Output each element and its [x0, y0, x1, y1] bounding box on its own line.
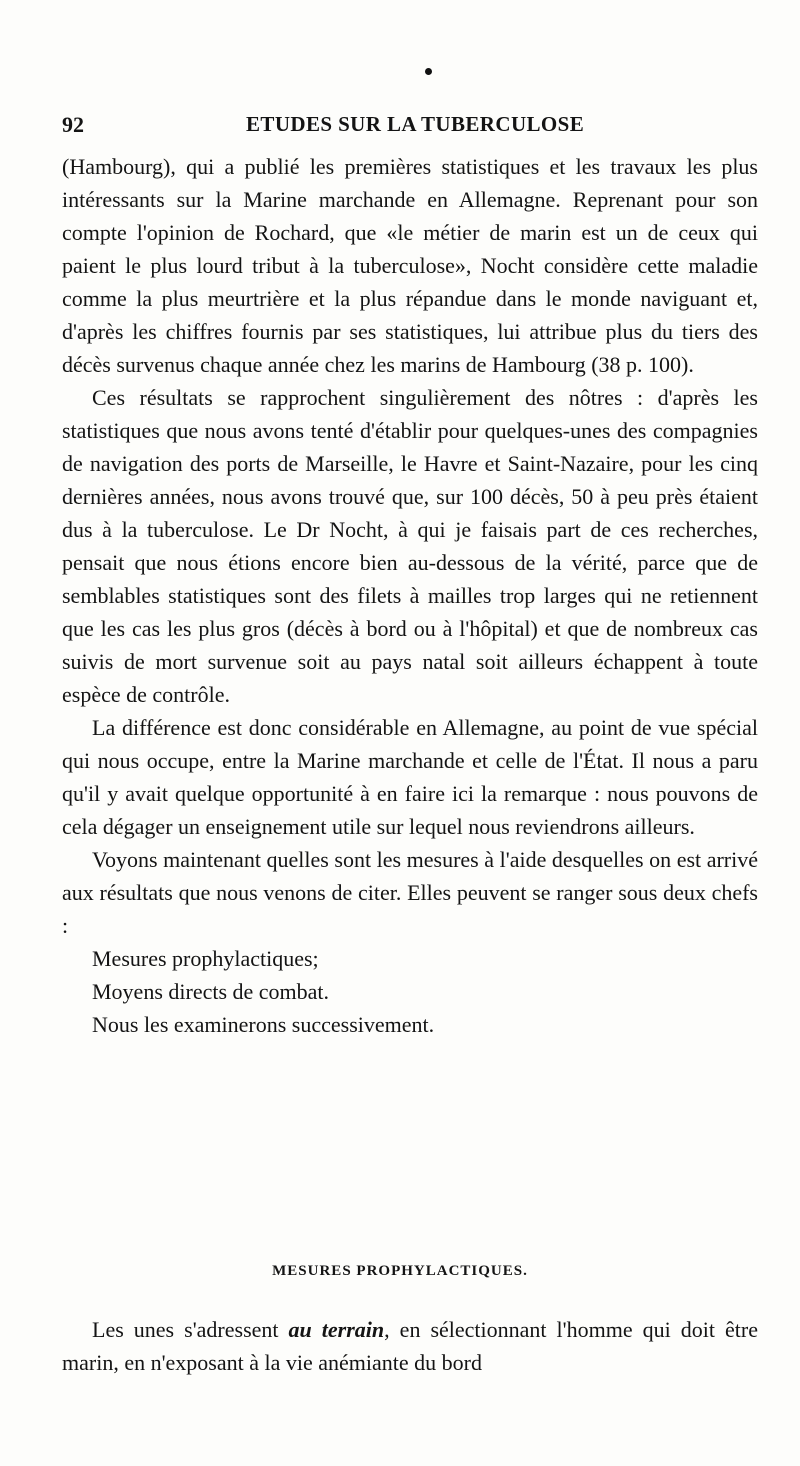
section-paragraph	[62, 1313, 758, 1379]
section-text-start: Les unes s'adressent	[92, 1317, 289, 1342]
list-item-direct-means: Moyens directs de combat.	[92, 979, 330, 1004]
body-text	[62, 150, 758, 1041]
paragraph-1: (Hambourg), qui a publié les premières statistiques et les travaux les plus intéressants sur la Marine marchande en Allemagne. Reprenant pour son compte l'opinion de Rochard, que «le métier de marin est un de ceux qui paient le plus lourd tribut à la tuberculose», Nocht considère cette maladie comme la plus meurtrière et la plus répandue dans le monde naviguant et, d'après les chiffres fournis par ses statistiques, lui attribue plus du tiers des décès survenus chaque année chez les marins de Hambourg (38 p. 100).	[62, 154, 758, 377]
paragraph-3: La différence est donc considérable en Allemagne, au point de vue spécial qui nous occupe, entre la Marine marchande et celle de l'État. Il nous a paru qu'il y avait quelque opportunité à en faire ici la remarque : nous pouvons de cela dégager un enseignement utile sur lequel nous reviendrons ailleurs.	[62, 715, 758, 839]
section-text-emphasis: au terrain	[288, 1317, 385, 1342]
ink-speck	[425, 68, 432, 75]
paragraph-2: Ces résultats se rapprochent singulièrement des nôtres : d'après les statistiques que nous avons tenté d'établir pour quelques-unes des compagnies de navigation des ports de Marseille, le Havre et Saint-Nazaire, pour les cinq dernières années, nous avons trouvé que, sur 100 décès, 50 à peu près étaient dus à la tuberculose. Le Dr Nocht, à qui je faisais part de ces recherches, pensait que nous étions encore bien au-dessous de la vérité, parce que de semblables statistiques sont des filets à mailles trop larges qui ne retiennent que les cas les plus gros (décès à bord ou à l'hôpital) et que de nombreux cas suivis de mort survenue soit au pays natal soit ailleurs échappent à toute espèce de contrôle.	[62, 385, 758, 707]
running-title: ETUDES SUR LA TUBERCULOSE	[246, 112, 585, 136]
page-number: 92	[62, 112, 84, 137]
section-text-end: , en sélectionnant l'homme qui doit être marin, en n'exposant à la vie anémiante du bord	[62, 1317, 758, 1375]
running-header	[62, 112, 752, 142]
paragraph-4: Voyons maintenant quelles sont les mesures à l'aide desquelles on est arrivé aux résultats que nous venons de citer. Elles peuvent se ranger sous deux chefs :	[62, 847, 758, 938]
paragraph-5: Nous les examinerons successivement.	[92, 1012, 435, 1037]
list-item-prophylactic: Mesures prophylactiques;	[92, 946, 319, 971]
section-heading: MESURES PROPHYLACTIQUES.	[272, 1263, 528, 1279]
